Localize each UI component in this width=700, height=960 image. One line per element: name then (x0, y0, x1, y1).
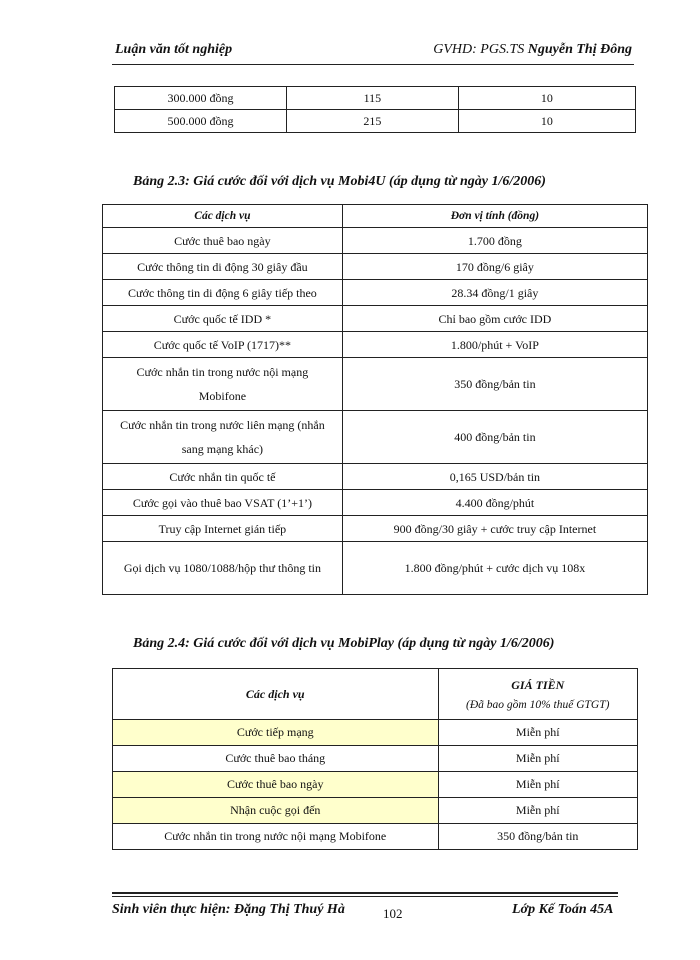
table-row (103, 542, 648, 595)
price-cell: 4.400 đồng/phút (342, 490, 647, 516)
service-cell: Gọi dịch vụ 1080/1088/hộp thư thông tin (103, 542, 343, 595)
table-row (115, 87, 636, 110)
price-cell: Chỉ bao gồm cước IDD (342, 306, 647, 332)
table-caption-mobiplay: Bảng 2.4: Giá cước đối với dịch vụ MobiPlay (áp dụng từ ngày 1/6/2006) (133, 636, 555, 651)
price-cell: 900 đồng/30 giây + cước truy cập Internet (342, 516, 647, 542)
header-advisor (433, 42, 632, 58)
header-advisor-prefix: GVHD: PGS.TS (433, 42, 528, 57)
price-cell: Miễn phí (438, 746, 638, 772)
column-header: Các dịch vụ (103, 205, 343, 228)
mobi4u-fee-table (102, 204, 648, 595)
table-cell: 115 (286, 87, 458, 110)
column-header-price (438, 669, 638, 720)
table-row (103, 306, 648, 332)
service-cell: Cước thông tin di động 6 giây tiếp theo (103, 280, 343, 306)
service-cell: Cước nhắn tin quốc tế (103, 464, 343, 490)
service-cell: Truy cập Internet gián tiếp (103, 516, 343, 542)
price-cell: 350 đồng/bản tin (342, 358, 647, 411)
page-header (112, 42, 634, 65)
service-cell: Cước nhắn tin trong nước nội mạng Mobifone (103, 358, 343, 411)
header-advisor-name: Nguyễn Thị Đông (527, 42, 632, 57)
table-header-row (103, 205, 648, 228)
header-thesis-title: Luận văn tốt nghiệp (115, 42, 233, 57)
table-cell: 10 (458, 110, 635, 133)
price-cell: 0,165 USD/bản tin (342, 464, 647, 490)
price-cell: 400 đồng/bản tin (342, 411, 647, 464)
page-number: 102 (383, 906, 403, 921)
table-row (103, 254, 648, 280)
price-header-title: GIÁ TIỀN (511, 677, 565, 692)
price-cell: 1.700 đồng (342, 228, 647, 254)
fee-table-continued (114, 86, 636, 133)
footer-divider-thin (112, 896, 618, 897)
price-cell: 1.800 đồng/phút + cước dịch vụ 108x (342, 542, 647, 595)
table-row (113, 746, 638, 772)
table-row (103, 280, 648, 306)
table-row (103, 490, 648, 516)
price-cell: Miễn phí (438, 720, 638, 746)
table-caption-mobi4u: Bảng 2.3: Giá cước đối với dịch vụ Mobi4U (áp dụng từ ngày 1/6/2006) (133, 174, 546, 189)
service-cell: Cước thuê bao tháng (113, 746, 439, 772)
column-header: Đơn vị tính (đồng) (342, 205, 647, 228)
table-row (103, 411, 648, 464)
service-cell: Cước quốc tế VoIP (1717)** (103, 332, 343, 358)
price-cell: 170 đồng/6 giây (342, 254, 647, 280)
service-cell: Cước nhắn tin trong nước nội mạng Mobifone (113, 824, 439, 850)
table-cell: 215 (286, 110, 458, 133)
service-cell: Cước thuê bao ngày (113, 772, 439, 798)
footer-class-name: Lớp Kế Toán 45A (512, 902, 614, 917)
table-cell: 300.000 đồng (115, 87, 287, 110)
table-header-row (113, 669, 638, 720)
service-cell: Cước quốc tế IDD * (103, 306, 343, 332)
price-cell: 1.800/phút + VoIP (342, 332, 647, 358)
table-row (113, 824, 638, 850)
table-row (113, 772, 638, 798)
mobiplay-fee-table (112, 668, 638, 850)
table-row (113, 720, 638, 746)
table-row (103, 464, 648, 490)
service-cell: Cước tiếp mạng (113, 720, 439, 746)
footer-student-name: Sinh viên thực hiện: Đặng Thị Thuý Hà (112, 902, 345, 917)
table-row (103, 228, 648, 254)
price-cell: 28.34 đồng/1 giây (342, 280, 647, 306)
price-cell: Miễn phí (438, 798, 638, 824)
table-row (103, 516, 648, 542)
table-row (115, 110, 636, 133)
price-cell: 350 đồng/bản tin (438, 824, 638, 850)
table-row (103, 358, 648, 411)
table-cell: 500.000 đồng (115, 110, 287, 133)
column-header: Các dịch vụ (113, 669, 439, 720)
service-cell: Cước nhắn tin trong nước liên mạng (nhắn sang mạng khác) (103, 411, 343, 464)
table-cell: 10 (458, 87, 635, 110)
price-header-note: (Đã bao gồm 10% thuế GTGT) (466, 698, 610, 711)
service-cell: Cước gọi vào thuê bao VSAT (1’+1’) (103, 490, 343, 516)
footer-divider (112, 892, 618, 894)
service-cell: Nhận cuộc gọi đến (113, 798, 439, 824)
service-cell: Cước thuê bao ngày (103, 228, 343, 254)
price-cell: Miễn phí (438, 772, 638, 798)
table-row (103, 332, 648, 358)
table-row (113, 798, 638, 824)
service-cell: Cước thông tin di động 30 giây đầu (103, 254, 343, 280)
